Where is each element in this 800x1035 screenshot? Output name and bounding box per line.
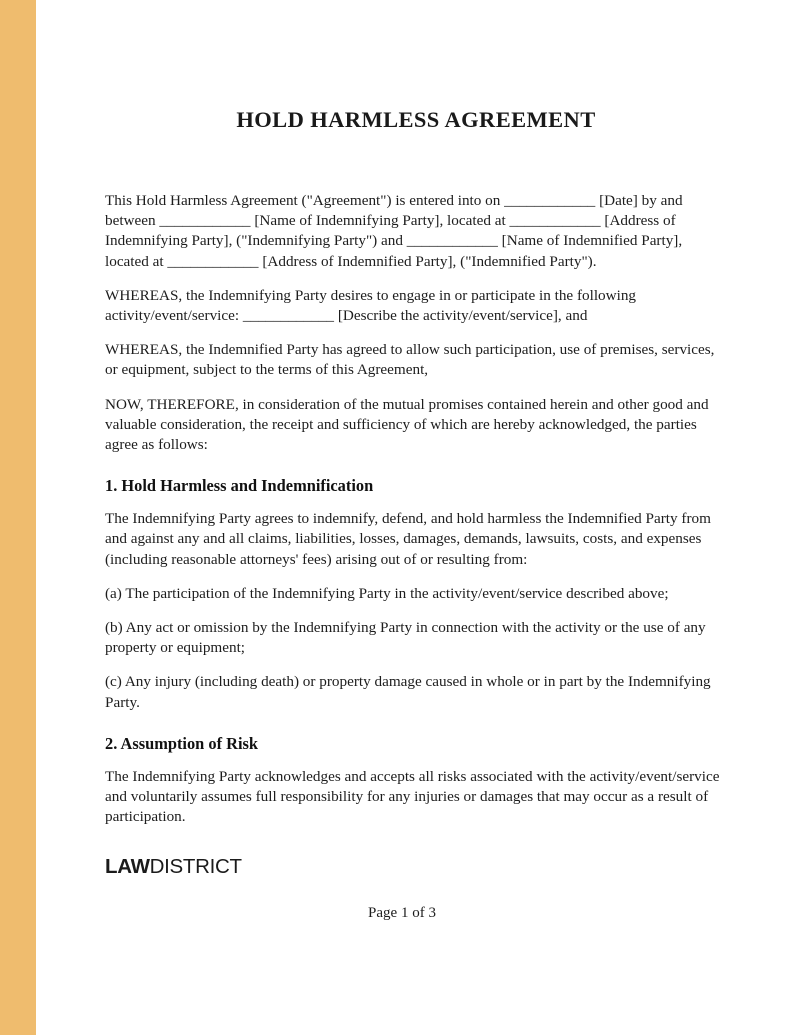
paragraph-whereas-2: WHEREAS, the Indemnified Party has agreed to allow such participation, use of premises, services, or equipment, subject to the terms of this Agreement, — [105, 341, 715, 379]
logo-text-law: LAW — [105, 855, 150, 879]
section-heading-2: 2. Assumption of Risk — [105, 733, 259, 753]
section-1-body: The Indemnifying Party agrees to indemnify, defend, and hold harmless the Indemnified Party from and against any and all claims, liabilities, losses, damages, demands, lawsuits, costs, and expenses (including reasonable attorneys' fees) arising out of or resulting from: — [105, 510, 711, 568]
paragraph-whereas-1: WHEREAS, the Indemnifying Party desires to engage in or participate in the following activity/event/service: ____________ [Describe the activity/event/service], and — [105, 286, 637, 325]
section-heading-1: 1. Hold Harmless and Indemnification — [105, 476, 374, 496]
document-content — [105, 0, 727, 1035]
page-number-footer: Page 1 of 3 — [368, 905, 436, 922]
section-2-body: The Indemnifying Party acknowledges and accepts all risks associated with the activity/event/service and voluntarily assumes full responsibility for any injuries or damages that may occur as a result of participation. — [105, 767, 720, 826]
section-1-item-a: (a) The participation of the Indemnifying Party in the activity/event/service described above; — [105, 584, 669, 602]
section-1-item-b: (b) Any act or omission by the Indemnifying Party in connection with the activity or the use of any property or equipment; — [105, 619, 706, 657]
accent-sidebar-bar — [0, 0, 36, 1035]
page-title: HOLD HARMLESS AGREEMENT — [236, 107, 596, 132]
lawdistrict-logo — [105, 855, 727, 879]
logo-text-district: DISTRICT — [149, 855, 242, 879]
document-body — [105, 191, 727, 827]
paragraph-now-therefore: NOW, THEREFORE, in consideration of the mutual promises contained herein and other good and valuable consideration, the receipt and sufficiency of which are hereby acknowledged, the parties agree as follows: — [105, 395, 709, 454]
section-1-item-c: (c) Any injury (including death) or property damage caused in whole or in part by the Indemnifying Party. — [105, 673, 711, 711]
paragraph-intro: This Hold Harmless Agreement ("Agreement") is entered into on ____________ [Date] by and between ____________ [Name of Indemnifying Party], located at ____________ [Address of Indemnifying Party], ("Indemnifying Party") and ____________ [Name of Indemnified Party], located at ____________ [Address of Indemnified Party], ("Indemnified Party"). — [105, 192, 683, 270]
